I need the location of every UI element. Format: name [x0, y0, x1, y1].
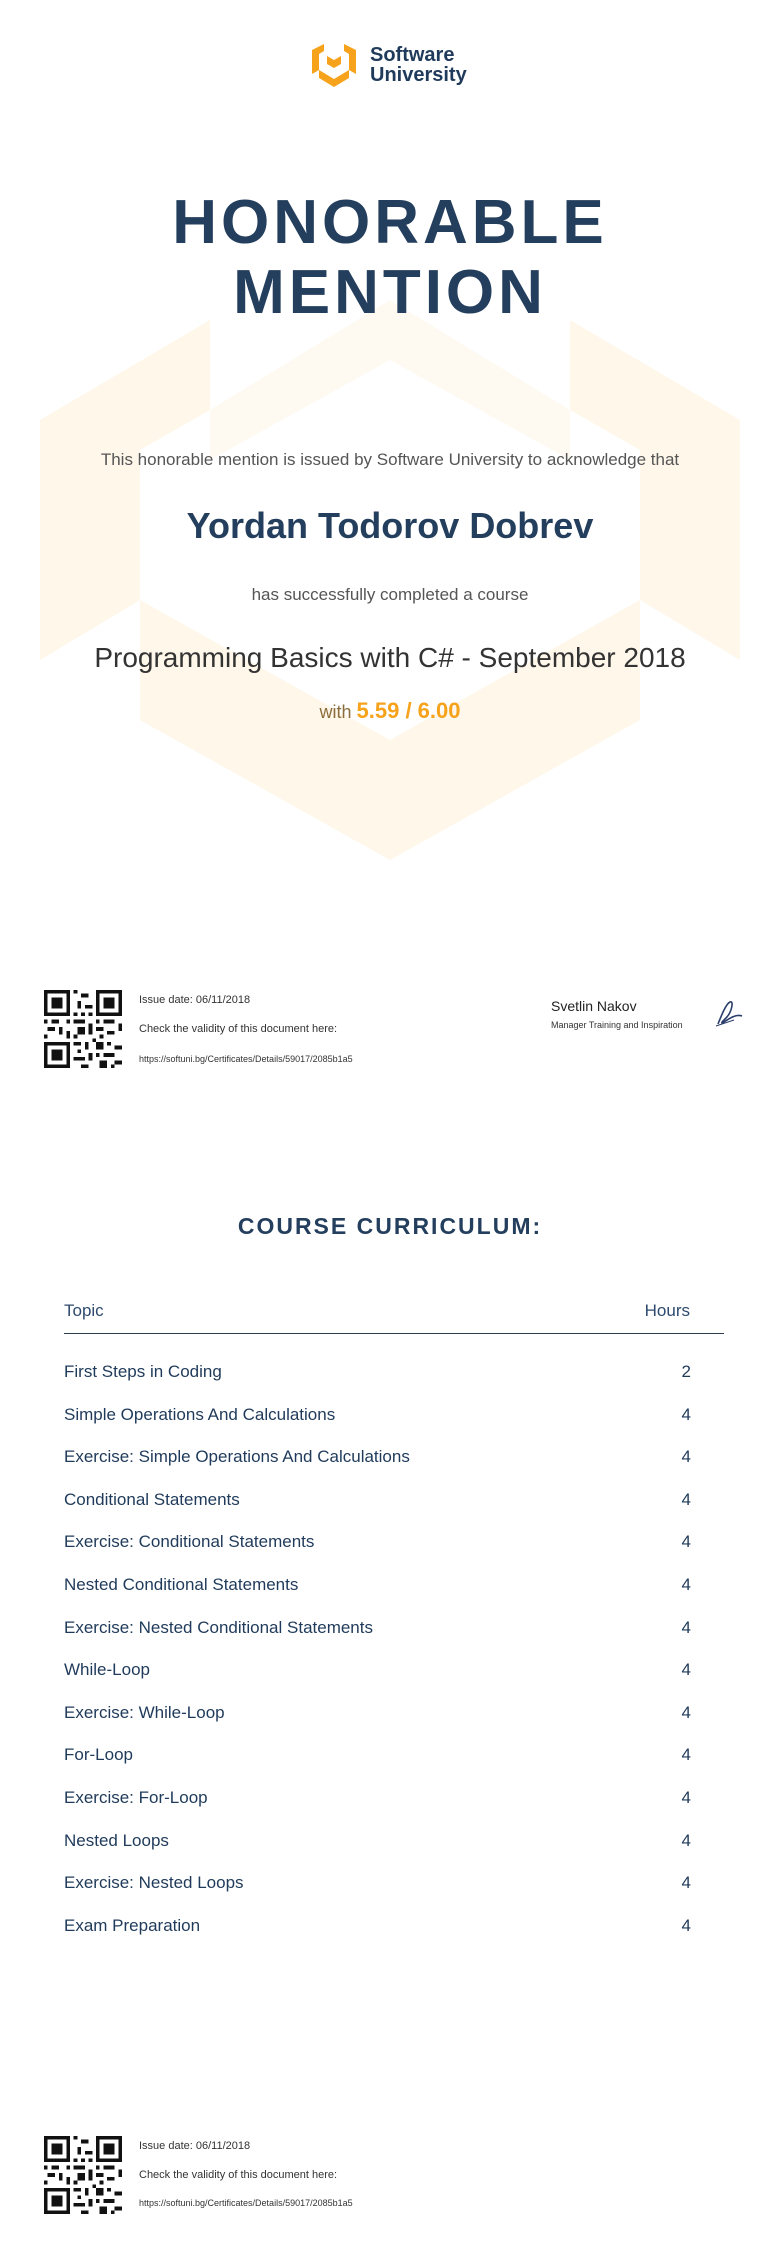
- table-row: [64, 1731, 724, 1774]
- certificate-title: [0, 188, 780, 328]
- table-row: [64, 1433, 724, 1476]
- validity-text-bottom: Check the validity of this document here:: [139, 2169, 338, 2181]
- row-topic: Exercise: Conditional Statements: [64, 1532, 315, 1552]
- recipient-name: Yordan Todorov Dobrev: [186, 505, 594, 546]
- row-hours: 4: [681, 1873, 691, 1893]
- title-line-1: HONORABLE: [172, 188, 608, 257]
- table-row: [64, 1518, 724, 1561]
- row-topic: Exercise: Nested Loops: [64, 1873, 244, 1893]
- row-topic: Exercise: Simple Operations And Calculations: [64, 1447, 410, 1467]
- row-topic: Nested Loops: [64, 1830, 169, 1850]
- issue-date: Issue date: 06/11/2018: [139, 994, 251, 1006]
- row-hours: 4: [681, 1532, 691, 1552]
- row-hours: 4: [681, 1745, 691, 1765]
- row-hours: 4: [681, 1702, 691, 1722]
- row-topic: Exercise: Nested Conditional Statements: [64, 1617, 373, 1637]
- completed-text: has successfully completed a course: [251, 585, 529, 604]
- table-row: [64, 1476, 724, 1519]
- intro-text: This honorable mention is issued by Software University to acknowledge that: [100, 450, 680, 469]
- grade-score: 5.59 / 6.00: [356, 698, 461, 723]
- row-hours: 4: [681, 1660, 691, 1680]
- row-topic: Simple Operations And Calculations: [64, 1404, 336, 1424]
- issue-date-bottom: Issue date: 06/11/2018: [139, 2140, 251, 2152]
- table-row: [64, 1646, 724, 1689]
- row-hours: 4: [681, 1617, 691, 1637]
- validity-url[interactable]: https://softuni.bg/Certificates/Details/59017/2085b1a5: [139, 1054, 353, 1064]
- curriculum-title: COURSE CURRICULUM:: [237, 1213, 543, 1239]
- table-body: [64, 1348, 724, 1944]
- signature-image: [712, 996, 748, 1030]
- row-hours: 4: [681, 1787, 691, 1807]
- softuni-logo: [310, 42, 480, 92]
- table-row: [64, 1689, 724, 1732]
- row-hours: 4: [681, 1830, 691, 1850]
- row-topic: For-Loop: [64, 1745, 133, 1765]
- row-hours: 4: [681, 1404, 691, 1424]
- grade-line: [0, 698, 780, 724]
- table-row: [64, 1391, 724, 1434]
- signatory-name: Svetlin Nakov: [551, 998, 637, 1014]
- signatory-role: Manager Training and Inspiration: [551, 1020, 683, 1030]
- softuni-logo-icon: [310, 42, 358, 88]
- table-header: [64, 1295, 724, 1334]
- header-hours: Hours: [644, 1301, 690, 1320]
- course-name: Programming Basics with C# - September 2018: [94, 642, 686, 673]
- validity-text: Check the validity of this document here:: [139, 1023, 338, 1035]
- validity-url-bottom[interactable]: https://softuni.bg/Certificates/Details/59017/2085b1a5: [139, 2198, 353, 2208]
- watermark-logo: [40, 300, 740, 860]
- row-hours: 2: [681, 1362, 691, 1381]
- logo-text-line1: Software: [370, 44, 455, 66]
- row-topic: Nested Conditional Statements: [64, 1574, 299, 1594]
- table-row: [64, 1817, 724, 1860]
- qr-code[interactable]: [44, 990, 122, 1068]
- row-topic: Exam Preparation: [64, 1915, 201, 1935]
- row-hours: 4: [681, 1489, 691, 1509]
- row-topic: While-Loop: [64, 1660, 150, 1680]
- table-row: [64, 1604, 724, 1647]
- row-topic: First Steps in Coding: [64, 1362, 222, 1381]
- curriculum-table: [64, 1295, 724, 1944]
- table-row: [64, 1902, 724, 1945]
- row-topic: Conditional Statements: [64, 1489, 240, 1509]
- row-topic: Exercise: While-Loop: [64, 1702, 225, 1722]
- row-hours: 4: [681, 1915, 691, 1935]
- table-row: [64, 1561, 724, 1604]
- table-row: [64, 1774, 724, 1817]
- qr-code-bottom[interactable]: [44, 2136, 122, 2214]
- title-line-2: MENTION: [233, 258, 547, 327]
- logo-text-line2: University: [370, 64, 467, 86]
- header-topic: Topic: [64, 1301, 104, 1320]
- row-topic: Exercise: For-Loop: [64, 1787, 208, 1807]
- table-row: [64, 1348, 724, 1391]
- row-hours: 4: [681, 1574, 691, 1594]
- grade-prefix: with: [319, 702, 352, 722]
- table-row: [64, 1859, 724, 1902]
- row-hours: 4: [681, 1447, 691, 1467]
